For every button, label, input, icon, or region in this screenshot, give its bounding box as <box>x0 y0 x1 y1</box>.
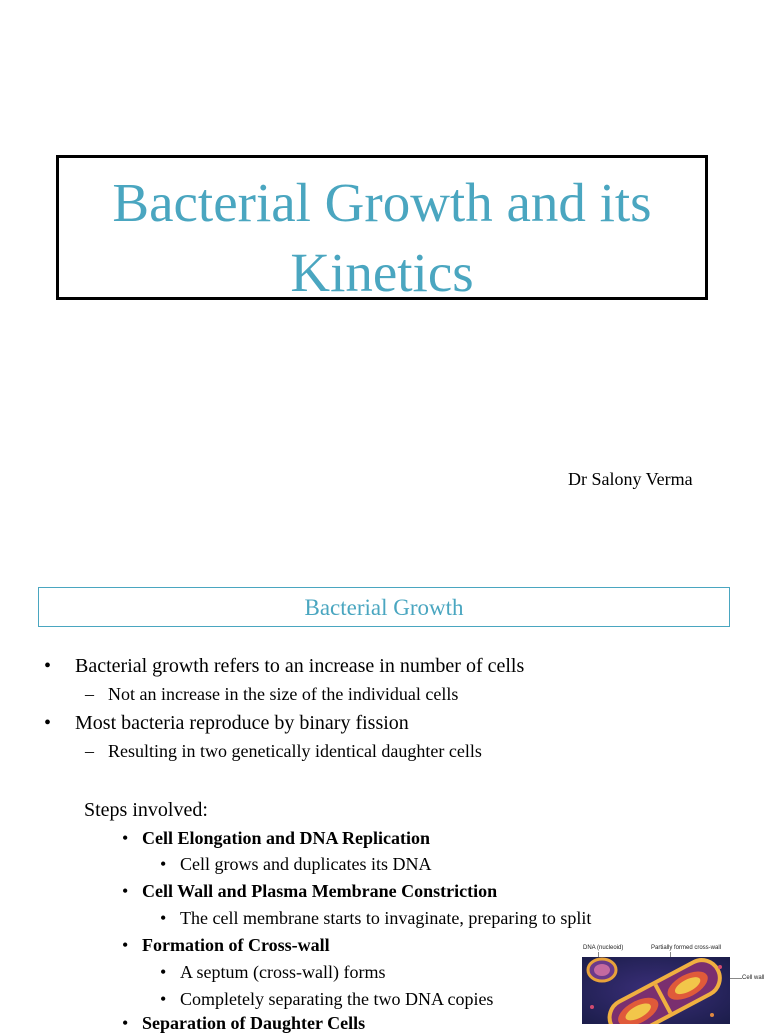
step-detail: Cell grows and duplicates its DNA <box>180 854 432 874</box>
bullet-mark: • <box>44 712 52 734</box>
figure-label-crosswall: Partially formed cross-wall <box>651 945 722 951</box>
title-line-2: Kinetics <box>290 242 474 303</box>
bullet-mark: • <box>160 989 167 1009</box>
figure-label-dna: DNA (nucleoid) <box>583 945 624 951</box>
section-title: Bacterial Growth <box>304 595 464 620</box>
step-title: Cell Wall and Plasma Membrane Constriction <box>142 881 498 901</box>
sub-bullet-text: Resulting in two genetically identical daughter cells <box>108 741 482 761</box>
step-title: Cell Elongation and DNA Replication <box>142 828 431 848</box>
step-detail: The cell membrane starts to invaginate, preparing to split <box>180 908 592 928</box>
bullet-mark: • <box>122 1013 129 1033</box>
figure-label-cellwall: Cell wall <box>742 975 765 981</box>
bacterium-micrograph <box>582 957 730 1024</box>
bullet-mark: • <box>122 935 129 955</box>
step-title: Separation of Daughter Cells <box>142 1013 366 1033</box>
bullet-mark: • <box>160 908 167 928</box>
author-name: Dr Salony Verma <box>568 469 693 489</box>
steps-heading: Steps involved: <box>84 799 208 821</box>
bullet-text: Bacterial growth refers to an increase in number of cells <box>75 655 525 677</box>
bullet-mark: • <box>122 828 129 848</box>
bullet-mark: • <box>122 881 129 901</box>
step-detail: A septum (cross-wall) forms <box>180 962 386 982</box>
sub-bullet-text: Not an increase in the size of the individual cells <box>108 684 459 704</box>
dash-mark: – <box>85 684 94 704</box>
dash-mark: – <box>85 741 94 761</box>
bullet-text: Most bacteria reproduce by binary fission <box>75 712 409 734</box>
step-detail: Completely separating the two DNA copies <box>180 989 494 1009</box>
step-title: Formation of Cross-wall <box>142 935 330 955</box>
bullet-mark: • <box>160 962 167 982</box>
bullet-mark: • <box>44 655 52 677</box>
slide-title <box>56 168 708 308</box>
title-line-1: Bacterial Growth and its <box>112 172 652 233</box>
micrograph-image <box>582 957 730 1024</box>
bullet-mark: • <box>160 854 167 874</box>
